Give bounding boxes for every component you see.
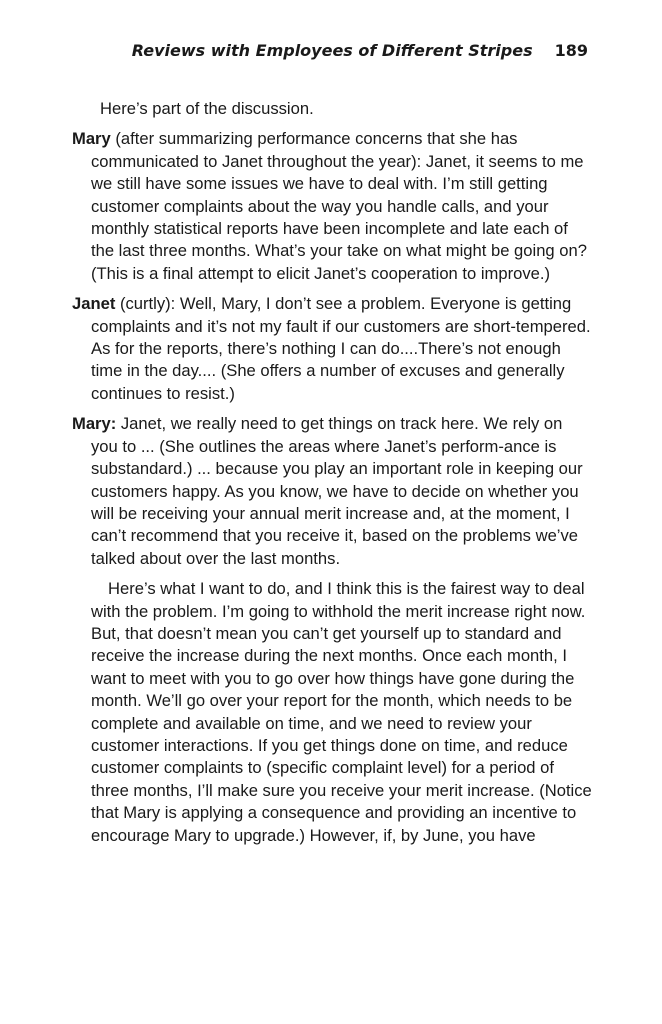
dialogue-text: Janet, we really need to get things on track here. We rely on you to ... (She outlines the areas where Janet’s perform-ance is substandard.) ... because you play an important role in keeping our customers happy. As you know, we have to decide on whether you will be receiving your annual merit increase and, at the moment, I can’t recommend that you receive it, based on the problems we’ve talked about over the last months. bbox=[91, 414, 583, 568]
dialogue-paragraph bbox=[72, 413, 592, 570]
continuation-paragraph: Here’s what I want to do, and I think this is the fairest way to deal with the problem. I’m going to withhold the merit increase right now. But, that doesn’t mean you can’t get yourself up to standard and receive the increase during the next months. Once each month, I want to meet with you to go over how things have gone during the month. We’ll go over your report for the month, which needs to be complete and available on time, and we need to review your customer interactions. If you get things done on time, and reduce customer complaints to (specific complaint level) for a period of three months, I’ll make sure you receive your merit increase. (Notice that Mary is applying a consequence and providing an incentive to encourage Mary to upgrade.) However, if, by June, you have bbox=[91, 579, 592, 845]
speaker-name: Mary bbox=[72, 129, 111, 149]
dialogue-text: (curtly): Well, Mary, I don’t see a problem. Everyone is getting complaints and it’s not my fault if our customers are short-tempered. As for the reports, there’s nothing I can do....There’s not enough time in the day.... (She offers a number of excuses and generally continues to resist.) bbox=[91, 294, 591, 403]
dialogue-text: (after summarizing performance concerns that she has communicated to Janet throughout the year): Janet, it seems to me we still have some issues we have to deal with. I’m still getting customer complaints about the way you handle calls, and your monthly statistical reports have been incomplete and late each of the last three months. What’s your take on what might be going on? (This is a final attempt to elicit Janet’s cooperation to improve.) bbox=[91, 129, 587, 283]
intro-paragraph: Here’s part of the discussion. bbox=[100, 99, 314, 118]
dialogue-paragraph bbox=[72, 293, 592, 405]
dialogue-paragraph bbox=[72, 128, 592, 285]
chapter-title: Reviews with Employees of Different Stripes bbox=[131, 41, 533, 60]
speaker-name: Janet bbox=[72, 294, 116, 314]
speaker-name: Mary: bbox=[72, 414, 117, 434]
body-text bbox=[72, 98, 592, 847]
running-header bbox=[132, 41, 588, 60]
page-number: 189 bbox=[554, 41, 588, 60]
